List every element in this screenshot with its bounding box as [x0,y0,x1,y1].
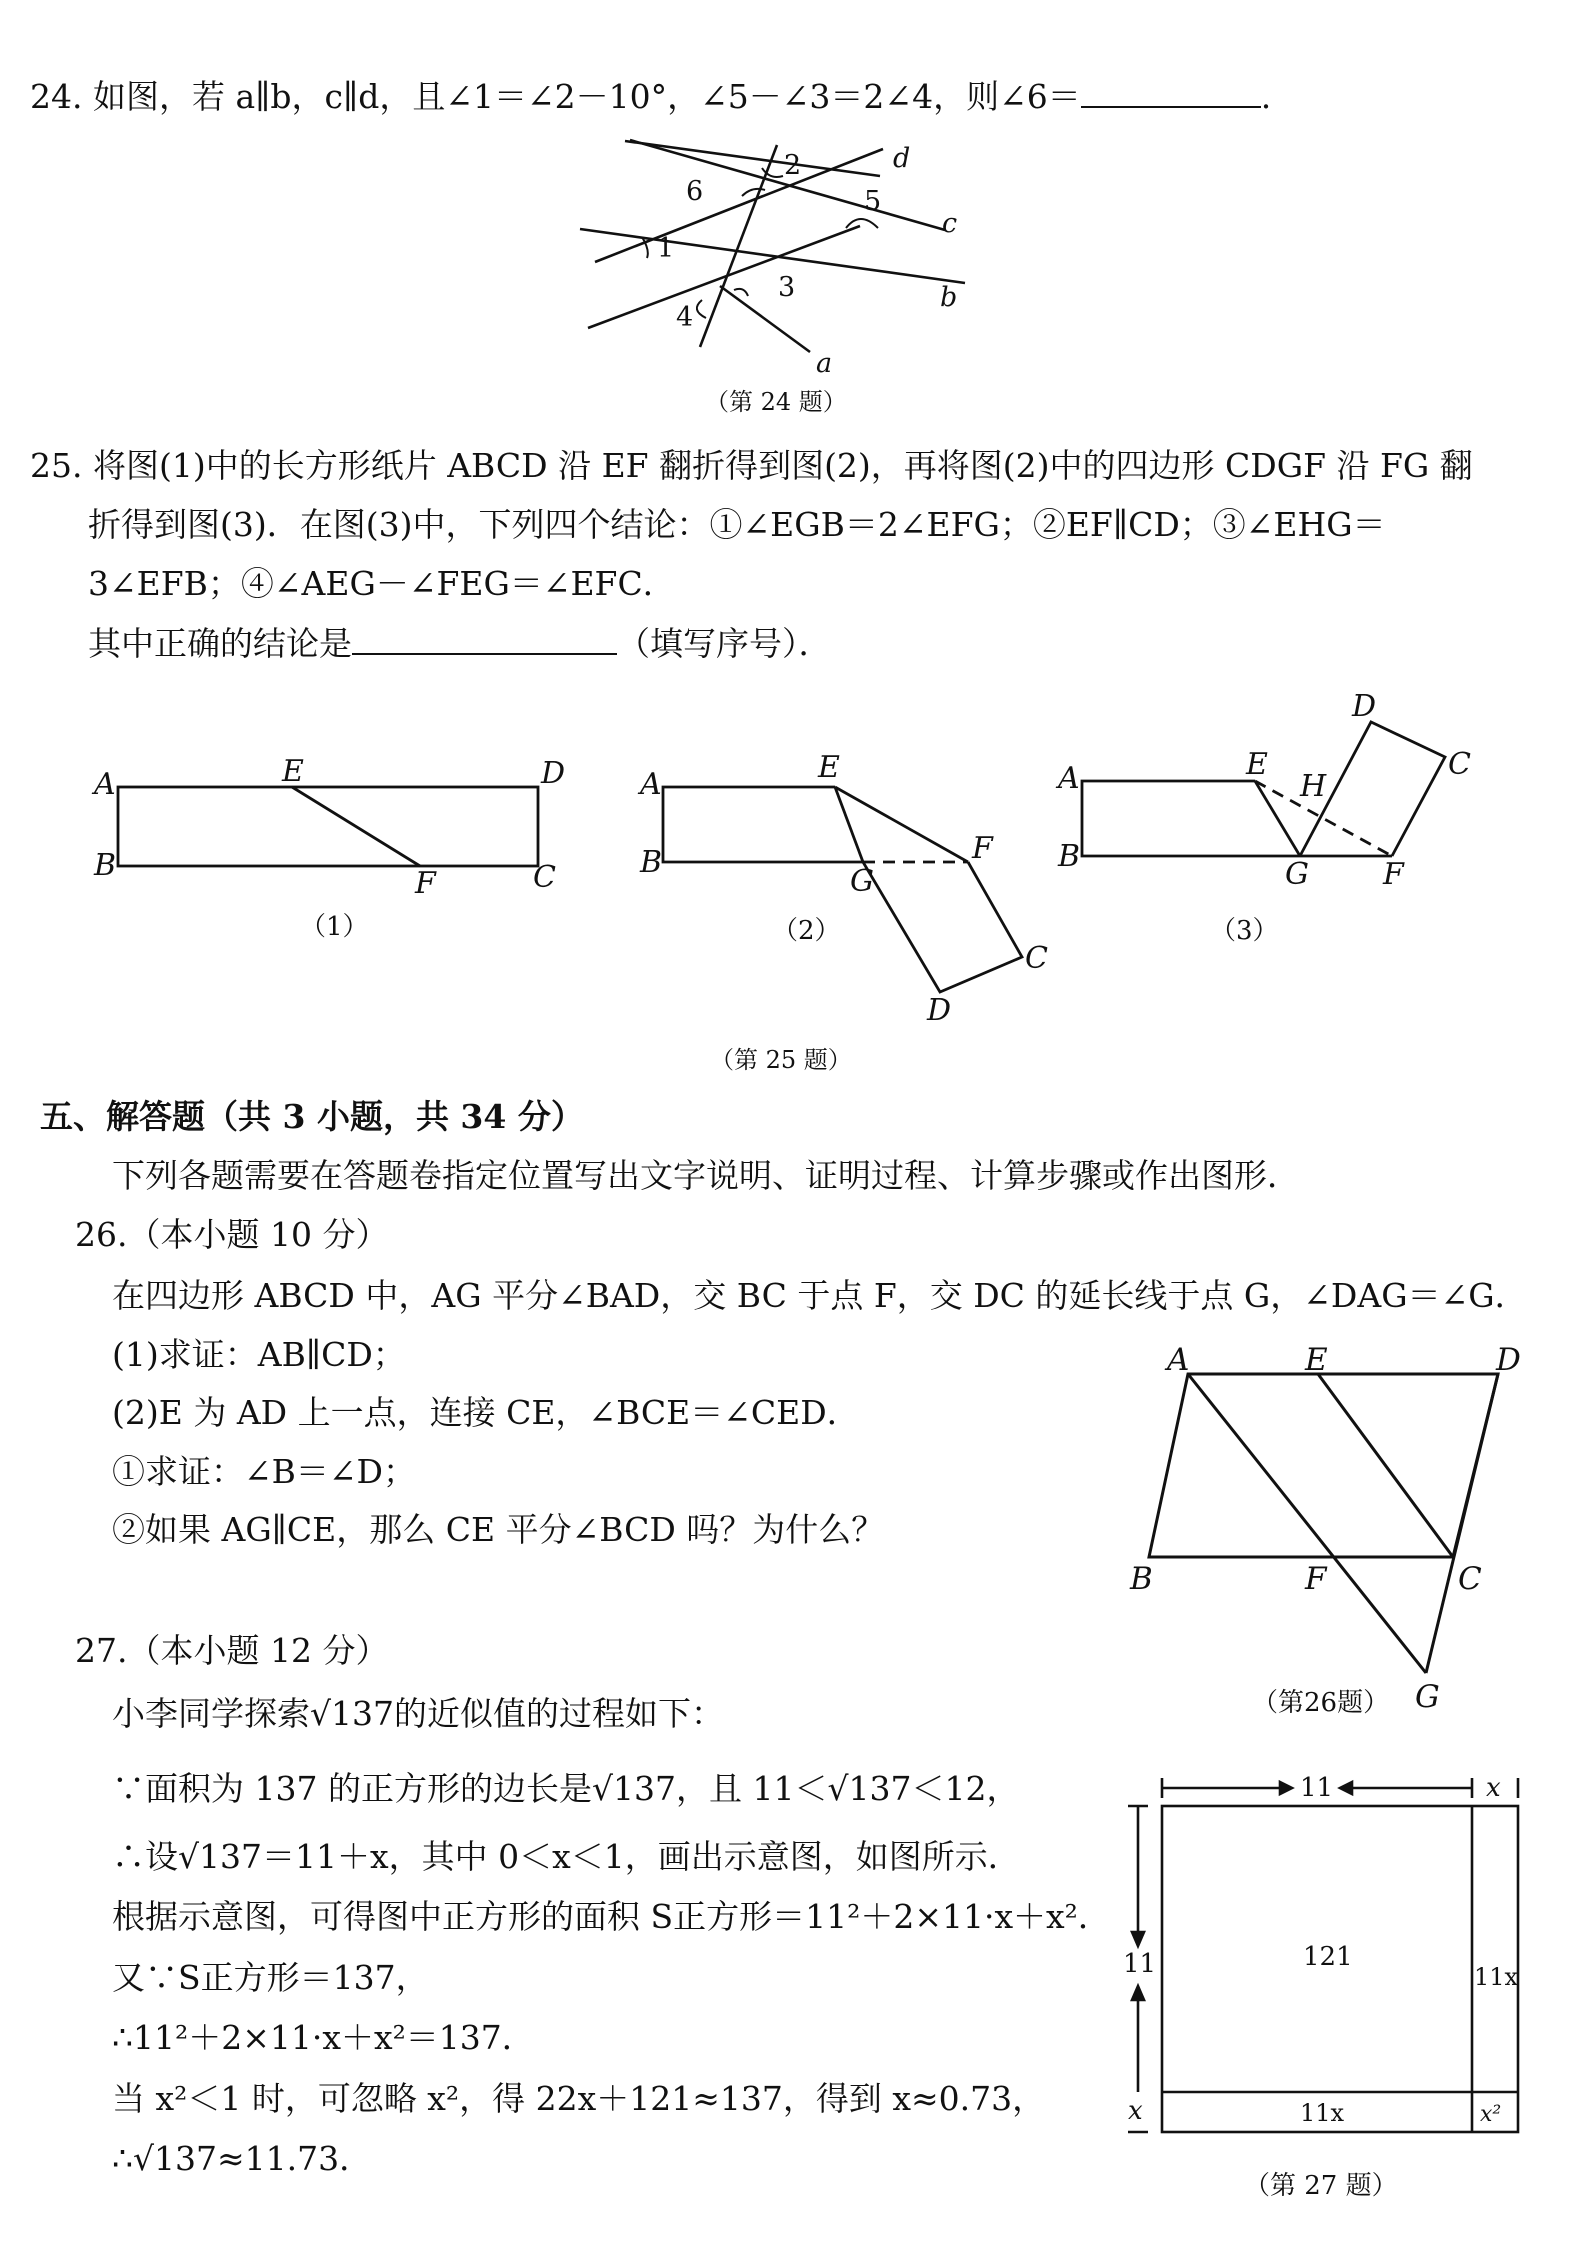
q24-line-a2 [720,286,810,352]
q26-quad [1149,1374,1498,1557]
q24-label-c: c [942,208,958,239]
fig3-flap [1300,722,1445,856]
q26-label-G: G [1415,1679,1440,1715]
q25-line1: 25. 将图(1)中的长方形纸片 ABCD 沿 EF 翻折得到图(2)，再将图(2)中的四边形 CDGF 沿 FG 翻 [30,446,1473,485]
q27-top-arrow-left-head [1340,1782,1352,1794]
fig1-rect [118,787,538,866]
q26-part2b: ②如果 AG∥CE，那么 CE 平分∠BCD 吗？为什么？ [112,1510,885,1549]
q24-label-2: 2 [784,150,802,181]
q26-header: 26.（本小题 10 分） [75,1215,389,1254]
q25-answer-blank[interactable] [352,623,617,655]
q26-part2a: ①求证：∠B＝∠D； [112,1452,417,1491]
q27-line8: ∴√137≈11.73． [112,2139,373,2178]
q24-label-1: 1 [657,233,675,264]
fig1-caption: （1） [300,912,369,942]
fig3-D: D [1352,689,1377,724]
fig1-ef [292,787,420,866]
q24-label-d: d [893,143,911,174]
q24-arc-6 [742,189,765,196]
fig2-F: F [972,831,993,866]
q26-label-C: C [1458,1561,1482,1597]
fig3-caption: （3） [1210,916,1279,946]
q24-line-c [630,140,945,230]
q26-label-A: A [1167,1342,1190,1378]
fig2-G: G [850,864,874,899]
q27-outer-square [1162,1806,1518,2132]
q24-text: 24. 如图，若 a∥b，c∥d，且∠1＝∠2－10°，∠5－∠3＝2∠4，则∠6＝ [30,77,1081,116]
q24-line-d-seg [595,149,883,262]
fig3-C: C [1448,747,1471,782]
fig3-H: H [1300,769,1327,804]
q24-arc-1 [642,237,648,258]
q26-dg [1426,1374,1498,1673]
q24-line-lower-cross [588,226,860,328]
q24-arc-2 [762,168,783,177]
fig2-eg [835,787,863,862]
fig1-D: D [541,756,566,791]
q26-label-D: D [1496,1342,1521,1378]
fig1-E: E [282,754,304,789]
q27-header: 27.（本小题 12 分） [75,1631,389,1670]
q27-top-11: 11 [1300,1773,1334,1803]
fig1-B: B [94,848,117,883]
q26-stem: 在四边形 ABCD 中，AG 平分∠BAD，交 BC 于点 F，交 DC 的延长线于点 G，∠DAG＝∠G． [112,1276,1528,1315]
fig3-ef-dash [1255,781,1392,856]
fig2-caption: （2） [772,916,841,946]
fig2-E: E [818,750,840,785]
q26-label-E: E [1305,1342,1328,1378]
q24-label-4: 4 [676,302,694,333]
q24-label-6: 6 [686,176,704,207]
fig2-flap [863,862,1022,992]
q27-left-x: x [1128,2096,1143,2126]
fig2-ef [835,787,968,862]
q26-part1: (1)求证：AB∥CD； [112,1335,406,1374]
q24-label-3: 3 [778,272,796,303]
q26-label-F: F [1305,1561,1327,1597]
fig3-F: F [1383,857,1404,892]
q24-arc-4 [697,300,706,318]
q24-label-5: 5 [864,186,882,217]
q27-corner-x2: x² [1480,2102,1502,2127]
q27-left-11: 11 [1123,1949,1157,1979]
fig2-B: B [640,845,663,880]
q25-line3: 3∠EFB；④∠AEG－∠FEG＝∠EFC． [88,564,676,603]
q25-line4-prefix: 其中正确的结论是 [88,624,352,663]
q25-line4 [88,623,832,664]
q27-caption: （第 27 题） [1244,2171,1398,2201]
fig1-A: A [94,767,116,802]
fig3-E: E [1246,747,1268,782]
q27-line5: 又∵S正方形＝137， [112,1958,429,1997]
q24-answer-blank[interactable] [1081,76,1261,108]
fig3-B: B [1058,839,1081,874]
section5-title: 五、解答题（共 3 小题，共 34 分） [40,1097,584,1136]
q25-caption: （第 25 题） [710,1046,852,1074]
q24-label-b: b [940,282,958,313]
fig3-left [1082,781,1392,856]
fig3-A: A [1058,761,1080,796]
q24-line-a [700,145,777,347]
q27-line6: ∴11²＋2×11·x＋x²＝137． [112,2018,535,2057]
fig3-eg [1255,781,1300,856]
q24-arc-5 [846,219,878,228]
fig2-A: A [640,767,662,802]
q27-right-11x: 11x [1474,1963,1519,1991]
q27-top-arrow-right-head [1280,1782,1292,1794]
q26-label-B: B [1130,1561,1153,1597]
q24-label-a: a [816,348,833,379]
fig2-D: D [927,993,952,1028]
q25-line4-suffix: （填写序号）． [617,624,832,663]
q24-line-upper-cross [580,229,965,283]
fig3-G: G [1285,857,1309,892]
q27-line4: 根据示意图，可得图中正方形的面积 S正方形＝11²＋2×11·x＋x²． [112,1897,1111,1936]
q26-part2: (2)E 为 AD 上一点，连接 CE，∠BCE＝∠CED． [112,1393,860,1432]
fig2-C: C [1025,941,1048,976]
section5-instruction: 下列各题需要在答题卷指定位置写出文字说明、证明过程、计算步骤或作出图形． [112,1156,1300,1195]
q24-question [30,76,1271,117]
q24-caption: （第 24 题） [705,388,847,416]
q27-center-121: 121 [1303,1942,1353,1972]
q25-line2: 折得到图(3)．在图(3)中，下列四个结论：①∠EGB＝2∠EFG；②EF∥CD；③∠EHG＝ [88,505,1386,544]
q27-top-x: x [1486,1773,1501,1803]
q27-line3: ∴设√137＝11＋x，其中 0＜x＜1，画出示意图，如图所示． [112,1837,1021,1876]
q24-period: . [1260,77,1272,116]
q24-arc-3 [734,289,748,296]
q27-line7: 当 x²＜1 时，可忽略 x²，得 22x＋121≈137，得到 x≈0.73， [112,2079,1046,2118]
q26-ag [1188,1374,1426,1673]
q26-ec [1318,1374,1453,1557]
fig2-left [663,787,863,862]
fig1-C: C [533,860,556,895]
q27-line2: ∵面积为 137 的正方形的边长是√137，且 11＜√137＜12， [112,1769,1020,1808]
q27-line1: 小李同学探索√137的近似值的过程如下： [112,1694,725,1733]
q27-bottom-11x: 11x [1300,2099,1345,2127]
fig1-F: F [415,866,436,901]
q26-caption: （第26题） [1252,1688,1390,1718]
